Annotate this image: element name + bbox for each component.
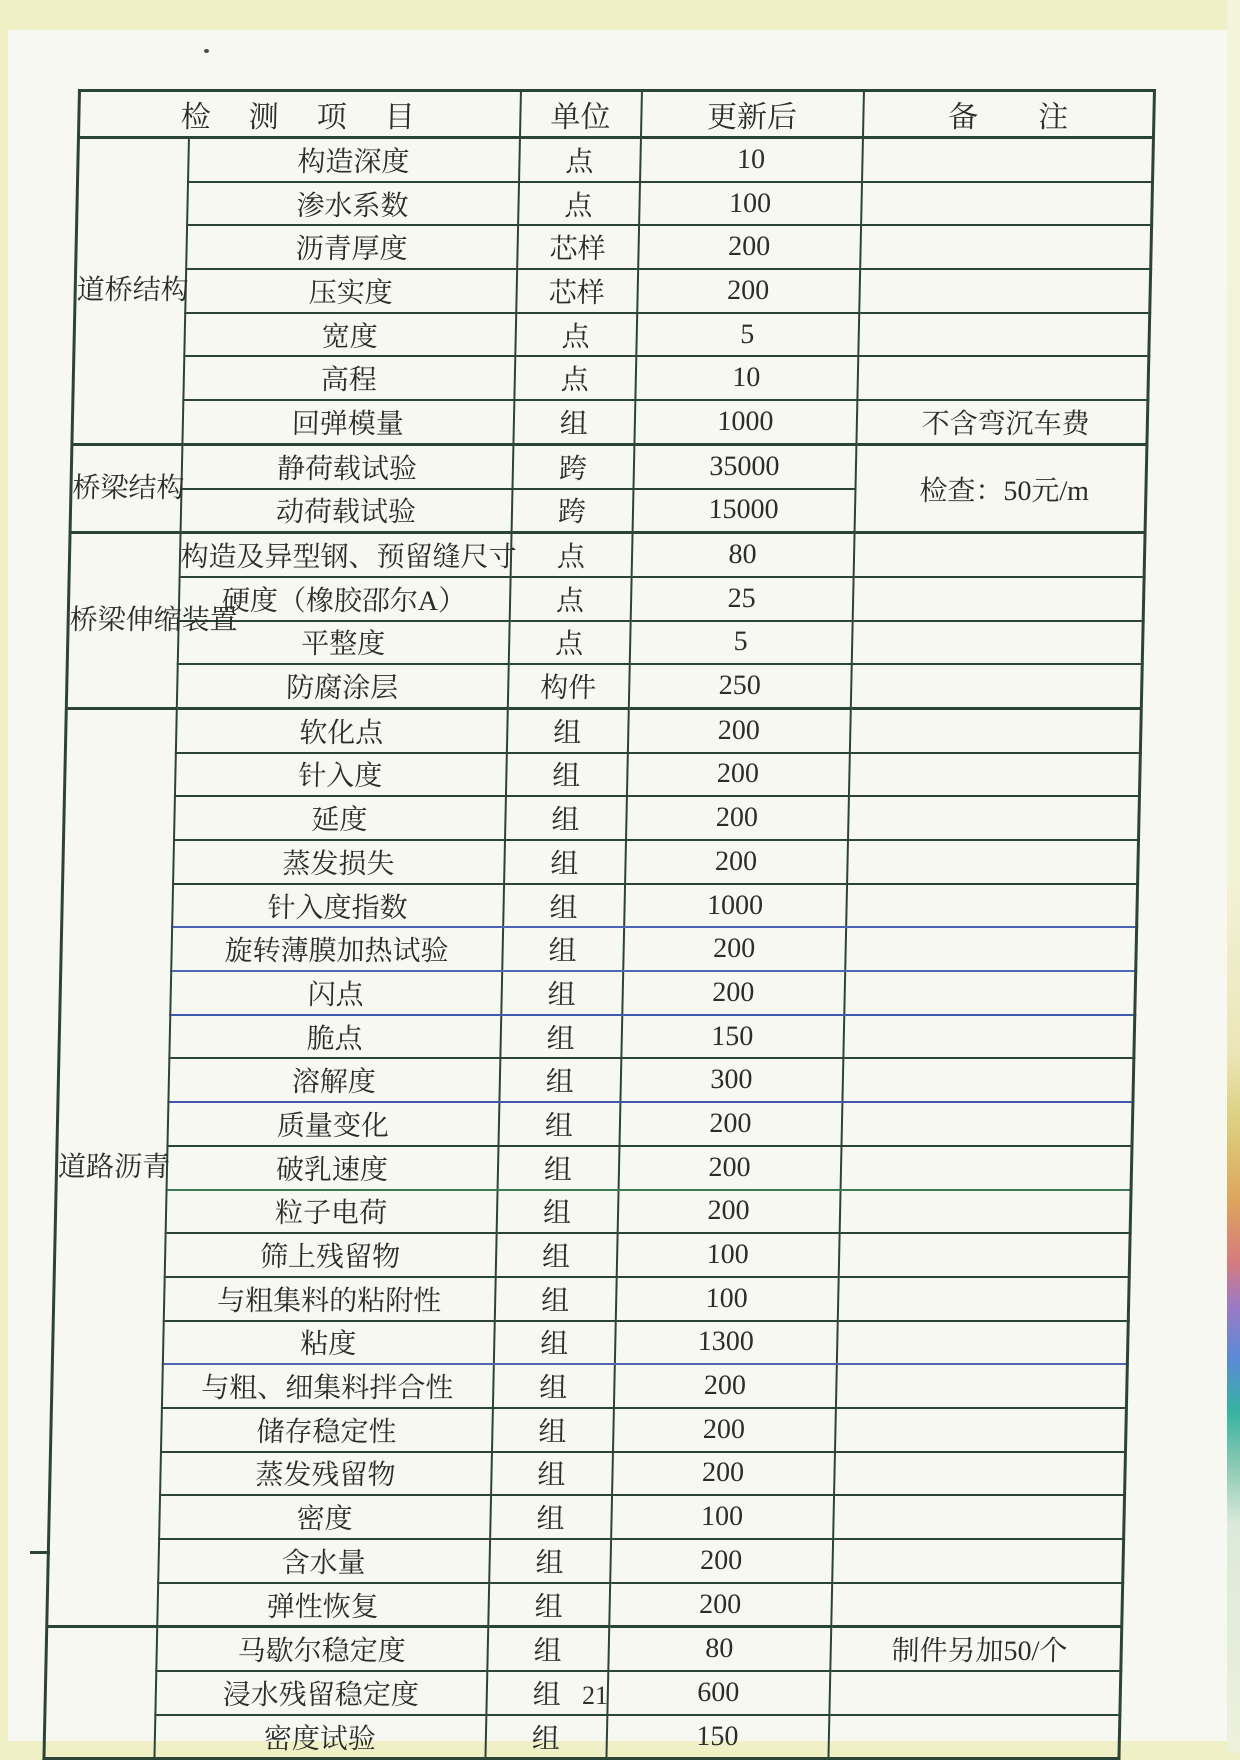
table-row [50,1408,1126,1452]
value-cell: 100 [611,1495,834,1539]
unit-cell: 芯样 [517,225,639,269]
table-row [62,884,1138,928]
unit-cell: 点 [515,313,637,357]
item-cell: 破乳速度 [166,1146,498,1190]
remark-cell [848,796,1140,840]
item-cell: 与粗、细集料拌合性 [161,1364,493,1408]
unit-cell: 组 [489,1539,611,1583]
item-cell: 储存稳定性 [160,1408,492,1452]
item-cell: 回弹模量 [182,400,514,444]
unit-cell: 组 [506,708,628,752]
table-row [68,577,1144,621]
value-cell: 200 [613,1364,836,1408]
table-row [59,1015,1135,1059]
remark-cell [841,1102,1133,1146]
value-cell: 300 [620,1058,843,1102]
remark-cell [860,225,1152,269]
table-row [48,1539,1124,1583]
header-remark: 备 注 [862,91,1154,138]
value-cell: 100 [639,182,862,226]
value-cell: 200 [618,1146,841,1190]
unit-cell: 组 [491,1408,613,1452]
remark-cell [839,1190,1131,1234]
table-row [51,1364,1127,1408]
unit-cell: 组 [501,971,623,1015]
item-cell: 压实度 [185,269,517,313]
table-row [50,1452,1126,1496]
unit-cell: 芯样 [516,269,638,313]
table-body [44,138,1154,1759]
remark-cell [835,1364,1127,1408]
remark-cell [843,1015,1135,1059]
remark-cell [837,1277,1129,1321]
remark-cell [842,1058,1134,1102]
item-cell: 蒸发损失 [173,840,505,884]
remark-cell: 不含弯沉车费 [856,400,1148,444]
remark-cell [846,884,1138,928]
unit-cell: 组 [504,840,626,884]
table-row [61,927,1137,971]
value-cell: 150 [606,1715,829,1759]
remark-cell [833,1495,1125,1539]
item-cell: 宽度 [184,313,516,357]
item-cell: 防腐涂层 [176,664,508,708]
table-row [53,1277,1129,1321]
value-cell: 200 [619,1102,842,1146]
group-label: 桥梁伸缩装置 [66,533,180,709]
table-row [65,708,1141,752]
item-cell: 渗水系数 [187,182,519,226]
header-updated: 更新后 [640,91,863,138]
value-cell: 200 [625,840,848,884]
remark-cell [838,1233,1130,1277]
unit-cell: 组 [505,796,627,840]
unit-cell: 组 [500,1015,622,1059]
remark-cell [829,1671,1121,1715]
value-cell: 200 [622,971,845,1015]
table-row [64,753,1140,797]
item-cell: 与粗集料的粘附性 [163,1277,495,1321]
value-cell: 200 [609,1583,832,1627]
unit-cell: 组 [487,1627,609,1671]
value-cell: 200 [626,753,849,797]
value-cell: 150 [621,1015,844,1059]
value-cell: 1000 [624,884,847,928]
table-row [74,313,1150,357]
item-cell: 质量变化 [167,1102,499,1146]
table-row [63,840,1139,884]
unit-cell: 跨 [511,489,633,533]
remark-cell [851,621,1143,665]
value-cell: 250 [628,664,851,708]
remark-cell [840,1146,1132,1190]
remark-cell [828,1715,1120,1759]
remark-cell [857,356,1149,400]
header-unit: 单位 [519,91,641,138]
unit-cell: 组 [491,1452,613,1496]
table-row [66,664,1142,708]
remark-cell [836,1321,1128,1365]
item-cell: 沥青厚度 [186,225,518,269]
unit-cell: 构件 [507,664,629,708]
remark-cell [844,971,1136,1015]
value-cell: 10 [640,138,863,182]
value-cell: 200 [637,269,860,313]
item-cell: 密度试验 [154,1715,486,1759]
unit-cell: 组 [493,1321,615,1365]
item-cell: 闪点 [170,971,502,1015]
unit-cell: 组 [498,1102,620,1146]
remark-cell [845,927,1137,971]
unit-cell: 组 [494,1277,616,1321]
table-row [75,269,1151,313]
item-cell: 旋转薄膜加热试验 [171,927,503,971]
scan-rainbow-artifact [1227,0,1240,1753]
item-cell: 粘度 [162,1321,494,1365]
value-cell: 100 [616,1233,839,1277]
remark-cell [831,1583,1123,1627]
value-cell: 1300 [614,1321,837,1365]
value-cell: 5 [629,621,852,665]
item-cell: 延度 [174,796,506,840]
item-cell: 粒子电荷 [165,1190,497,1234]
value-cell: 200 [623,927,846,971]
table-row [58,1058,1134,1102]
unit-cell: 组 [488,1583,610,1627]
value-cell: 200 [612,1452,835,1496]
unit-cell: 组 [495,1233,617,1277]
item-cell: 软化点 [175,708,507,752]
remark-cell [862,138,1154,182]
unit-cell: 组 [492,1364,614,1408]
value-cell: 10 [635,356,858,400]
group-label: 桥梁结构 [70,444,182,532]
group-label [44,1627,157,1759]
item-cell: 浸水残留稳定度 [155,1671,487,1715]
remark-cell [847,840,1139,884]
value-cell: 15000 [632,489,855,533]
remark-cell [834,1452,1126,1496]
value-cell: 25 [630,577,853,621]
scan-line-artifact [30,1551,50,1554]
item-cell: 针入度指数 [172,884,504,928]
ink-speck [204,49,209,53]
table-row [73,356,1149,400]
unit-cell: 点 [514,356,636,400]
value-cell: 200 [610,1539,833,1583]
item-cell: 筛上残留物 [164,1233,496,1277]
item-cell: 构造深度 [188,138,520,182]
unit-cell: 组 [496,1190,618,1234]
unit-cell: 组 [503,884,625,928]
remark-cell [832,1539,1124,1583]
remark-cell [859,269,1151,313]
remark-cell [852,577,1144,621]
unit-cell: 组 [502,927,624,971]
remark-cell [848,753,1140,797]
item-cell: 针入度 [174,753,506,797]
table-row [56,1146,1132,1190]
table-row [44,1715,1120,1759]
remark-cell [834,1408,1126,1452]
group-label: 道路沥青 [47,708,177,1626]
item-cell: 高程 [183,356,515,400]
table-row [64,796,1140,840]
value-cell: 1000 [634,400,857,444]
remark-cell: 检查：50元/m [854,444,1147,532]
table-row [72,400,1148,444]
item-cell: 脆点 [169,1015,501,1059]
unit-cell: 组 [490,1495,612,1539]
value-cell: 200 [638,225,861,269]
value-cell: 5 [636,313,859,357]
unit-cell: 组 [505,753,627,797]
value-cell: 80 [631,533,854,577]
remark-cell [858,313,1150,357]
remark-cell [850,664,1142,708]
unit-cell: 点 [508,621,630,665]
value-cell: 200 [626,796,849,840]
value-cell: 200 [612,1408,835,1452]
unit-cell: 组 [486,1671,608,1715]
value-cell: 200 [627,708,850,752]
header-test-item: 检 测 项 目 [78,91,520,138]
item-cell: 平整度 [177,621,509,665]
item-cell: 溶解度 [168,1058,500,1102]
item-cell: 静荷载试验 [181,444,513,488]
table-row [77,182,1153,226]
page-number: 21 [582,1681,608,1710]
unit-cell: 点 [518,182,640,226]
unit-cell: 组 [513,400,635,444]
table-row [57,1102,1133,1146]
group-label: 道桥结构 [72,138,189,445]
table-row [49,1495,1125,1539]
test-items-table [42,89,1156,1760]
item-cell: 构造及异型钢、预留缝尺寸 [179,533,511,577]
value-cell: 100 [615,1277,838,1321]
unit-cell: 组 [499,1058,621,1102]
item-cell: 弹性恢复 [157,1583,489,1627]
remark-cell [853,533,1145,577]
value-cell: 200 [617,1190,840,1234]
item-cell: 含水量 [158,1539,490,1583]
value-cell: 35000 [633,444,856,488]
table-row [54,1233,1130,1277]
document-page [8,30,1240,1755]
remark-cell [861,182,1153,226]
item-cell: 硬度（橡胶邵尔A） [178,577,510,621]
item-cell: 蒸发残留物 [160,1452,492,1496]
unit-cell: 跨 [512,444,634,488]
item-cell: 马歇尔稳定度 [156,1627,488,1671]
value-cell: 80 [608,1627,831,1671]
table-row [46,1627,1122,1671]
unit-cell: 点 [519,138,641,182]
table-row [78,138,1154,182]
table-row [71,444,1147,488]
item-cell: 密度 [159,1495,491,1539]
table-row [60,971,1136,1015]
unit-cell: 点 [509,577,631,621]
item-cell: 动荷载试验 [180,489,512,533]
unit-cell: 组 [485,1715,607,1759]
table-row [52,1321,1128,1365]
table-row [76,225,1152,269]
table-header-row [78,91,1154,138]
value-cell: 600 [607,1671,830,1715]
table-row [55,1190,1131,1234]
unit-cell: 组 [497,1146,619,1190]
table-row [47,1583,1123,1627]
table-row [69,533,1145,577]
remark-cell: 制件另加50/个 [830,1627,1122,1671]
remark-cell [849,708,1141,752]
unit-cell: 点 [510,533,632,577]
